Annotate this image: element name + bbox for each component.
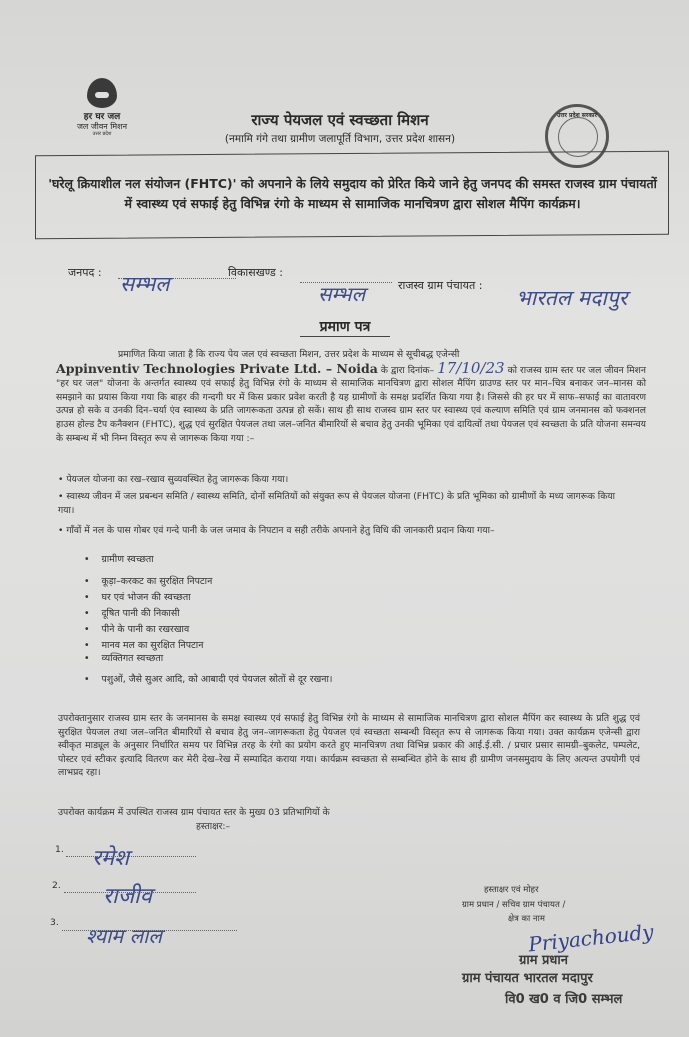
bullet-1: पेयजल योजना का रख–रखाव सुव्यवस्थित हेतु जागरूक किया गया। [66,474,289,485]
water-drop-icon [87,78,117,108]
logo-line2: जल जीवन मिशन [76,122,128,131]
intro-text-b: के द्वारा दिनांक– [380,364,435,376]
signatory-2-signature: राजीव [103,884,152,909]
list-item-text: दूषित पानी की निकासी [101,608,180,619]
janpad-label: जनपद : [68,266,102,279]
gram-panchayat-value: भारतल मदापुर [516,286,628,310]
program-description: 'घरेलू क्रियाशील नल संयोजन (FHTC)' को अपनाने के लिये समुदाय को प्रेरित किये जाने हेतु जनपद की समस्त राजस्व ग्राम पंचायतों में स्वास्थ्य एवं सफाई हेतु विभिन्न रंगो के माध्यम से सामाजिक मानचित्रण द्वारा सोशल मैपिंग कार्यक्रम। [48,176,657,211]
designation-label: ग्राम प्रधान / सचिव ग्राम पंचायत / [462,900,566,910]
bullet-item: • पेयजल योजना का रख–रखाव सुव्यवस्थित हेतु जागरूक किया गया। [58,474,289,485]
list-item: • दूषित पानी की निकासी [84,608,180,619]
signatory-1-signature: रमेश [92,846,130,871]
bullet-3: गाँवों में नल के पास गोबर एवं गन्दे पानी के जल जमाव के निपटान व सही तरीके अपनाने हेतु विधि की जानकारी प्रदान किया गया– [66,525,495,536]
stamp-line-1: ग्राम प्रधान [519,953,568,968]
logo-line3: उत्तर प्रदेश [92,131,112,137]
emblem-text: उत्तर प्रदेश सरकार [557,112,597,119]
list-item: • कूड़ा–करकट का सुरक्षित निपटान [84,576,213,587]
list-item-text: पीने के पानी का रखरखाव [101,624,190,635]
attendees-text: उपरोक्त कार्यक्रम में उपस्थित राजस्व ग्राम पंचायत स्तर के मुख्य 03 प्रतिभागियों के [58,807,330,818]
list-item-text: ग्रामीण स्वच्छता [101,554,154,565]
bullet-item: • स्वास्थ्य जीवन में जल प्रबन्धन समिति / स्वास्थ्य समिति, दोनों समितियों को संयुक्त रूप से पेयजल योजना (FHTC) के प्रति भूमिका को ग्रामीणों के मध्य जागरूक किया गया। [58,491,615,516]
pradhan-signature: Priyachoudy [527,919,655,957]
list-item: • ग्रामीण स्वच्छता [84,554,154,565]
stamp-line-3: वि0 ख0 व जि0 सम्भल [505,992,623,1007]
bullet-item: • गाँवों में नल के पास गोबर एवं गन्दे पानी के जल जमाव के निपटान व सही तरीके अपनाने हेतु विधि की जानकारी प्रदान किया गया– [58,525,495,536]
list-item-text: मानव मल का सुरक्षित निपटान [101,640,204,651]
certificate-title: प्रमाण पत्र [300,317,390,337]
signatory-number: 2. [52,880,61,891]
mission-title: राज्य पेयजल एवं स्वच्छता मिशन [251,111,429,129]
vikaskhand-value: सम्भल [318,282,366,306]
program-date: 17/10/23 [437,358,505,377]
list-item: • पशुओं, जैसे सुअर आदि, को आबादी एवं पेयजल स्रोतों से दूर रखना। [84,674,333,685]
list-item: • घर एवं भोजन की स्वच्छता [84,592,191,603]
har-ghar-jal-logo [72,78,132,138]
closing-paragraph: उपरोक्तानुसार राजस्व ग्राम स्तर के जनमानस के समक्ष स्वास्थ्य एवं सफाई हेतु विभिन्न रंगो के माध्यम से सामाजिक मानचित्रण द्वारा सोशल मैपिंग कर स्वास्थ्य के प्रति शुद्ध एवं सुरक्षित पेयजल तथा जल–जनित बीमारियों से बचाव हेतु जन–जागरूकता हेतु पेयजल एवं स्वच्छता सम्बन्धी विस्तृत रूप से जागरूक किया गया। उक्त कार्यक्रम एजेन्सी द्वारा स्वीकृत माड्यूल के अनुसार निर्धारित समय पर विभिन्न तरह के रंगो का प्रयोग करते हुए मानचित्रण तथा विभिन्न प्रकार की आई.ई.सी. / प्रचार प्रसार सामग्री–बुकलेट, पम्पलेट, पोस्टर एवं स्टीकर इत्यादि वितरण कर मेरी देख–रेख में सम्पादित कराया गया। कार्यक्रम स्वच्छता से सम्बन्धित होने के साथ ही ग्रामीण जनसमुदाय के लिए अत्यन्त उपयोगी एवं लाभप्रद रहा। [58,713,640,779]
list-item: • पीने के पानी का रखरखाव [84,624,190,635]
sign-seal-label: हस्ताक्षर एवं मोहर [484,885,539,895]
stamp-line-2: ग्राम पंचायत भारतल मदापुर [462,971,593,986]
certificate-body [56,348,646,445]
list-item: • मानव मल का सुरक्षित निपटान [84,640,204,651]
signatory-number: 1. [55,844,64,855]
agency-name: Appinventiv Technologies Private Ltd. – Noida [56,360,378,376]
signatory-number: 3. [50,917,59,928]
gram-panchayat-label: राजस्व ग्राम पंचायत : [398,279,483,292]
signatory-3-signature: श्याम लाल [86,924,162,948]
mission-subtitle: (नमामि गंगे तथा ग्रामीण जलापूर्ति विभाग, उत्तर प्रदेश शासन) [224,133,456,145]
list-item-text: व्यक्तिगत स्वच्छता [101,653,164,664]
janpad-value: सम्भल [120,272,170,296]
signature-label: हस्ताक्षर:– [196,821,231,832]
intro-text-c: को राजस्व ग्राम स्तर पर जल जीवन मिशन "हर घर जल" योजना के अन्तर्गत स्वास्थ्य एवं सफाई हेतु विभिन्न रंगो के माध्यम से सामाजिक मानचित्रण द्वारा सोशल मैपिंग ग्राउण्ड स्तर पर मान–चित्र बनाकर जन–मानस को समझाने का प्रयास किया गया कि बाहर की गन्दगी घर में किस प्रकार प्रवेश करती है यह ग्रामीणों के समक्ष प्रदर्शित किया गया है। जिससे की हर घर में साफ–सफाई का वातावरण उत्पन्न हो सके व उनकी दिन–चर्या एंव स्वास्थ्य के प्रति जागरूकता उत्पन्न हो सकें। साथ ही साथ राजस्व ग्राम स्तर पर स्वास्थ्य एवं कल्याण समिति एवं ग्राम जनमानस को फक्शनल हाउस होल्ड टैप कनैक्शन (FHTC), शुद्ध एवं सुरक्षित पेयजल तथा जल–जनित बीमारियों से बचाव हेतु उनकी भूमिका एवं दायित्वों तथा पेयजल एवं स्वच्छता के प्रति योजना समन्वय के सम्बन्ध में भी निम्न विस्तृत रूप से जागरूक किया गया :– [56,364,646,444]
bullet-2: स्वास्थ्य जीवन में जल प्रबन्धन समिति / स्वास्थ्य समिति, दोनों समितियों को संयुक्त रूप से पेयजल योजना (FHTC) के प्रति भूमिका को ग्रामीणों के मध्य जागरूक किया गया। [58,491,615,516]
list-item-text: घर एवं भोजन की स्वच्छता [101,592,191,603]
list-item-text: कूड़ा–करकट का सुरक्षित निपटान [101,576,213,587]
signature-line [66,856,196,857]
vikaskhand-label: विकासखण्ड : [228,266,284,279]
area-label: क्षेत्र का नाम [508,914,545,924]
list-item-text: पशुओं, जैसे सुअर आदि, को आबादी एवं पेयजल स्रोतों से दूर रखना। [101,674,333,685]
list-item: • व्यक्तिगत स्वच्छता [84,653,164,664]
intro-text-a: प्रमाणित किया जाता है कि राज्य पेय जल एवं स्वच्छता मिशन, उत्तर प्रदेश के माध्यम से सूचीबद्ध एजेन्सी [118,349,460,360]
logo-line1: हर घर जल [83,112,121,122]
